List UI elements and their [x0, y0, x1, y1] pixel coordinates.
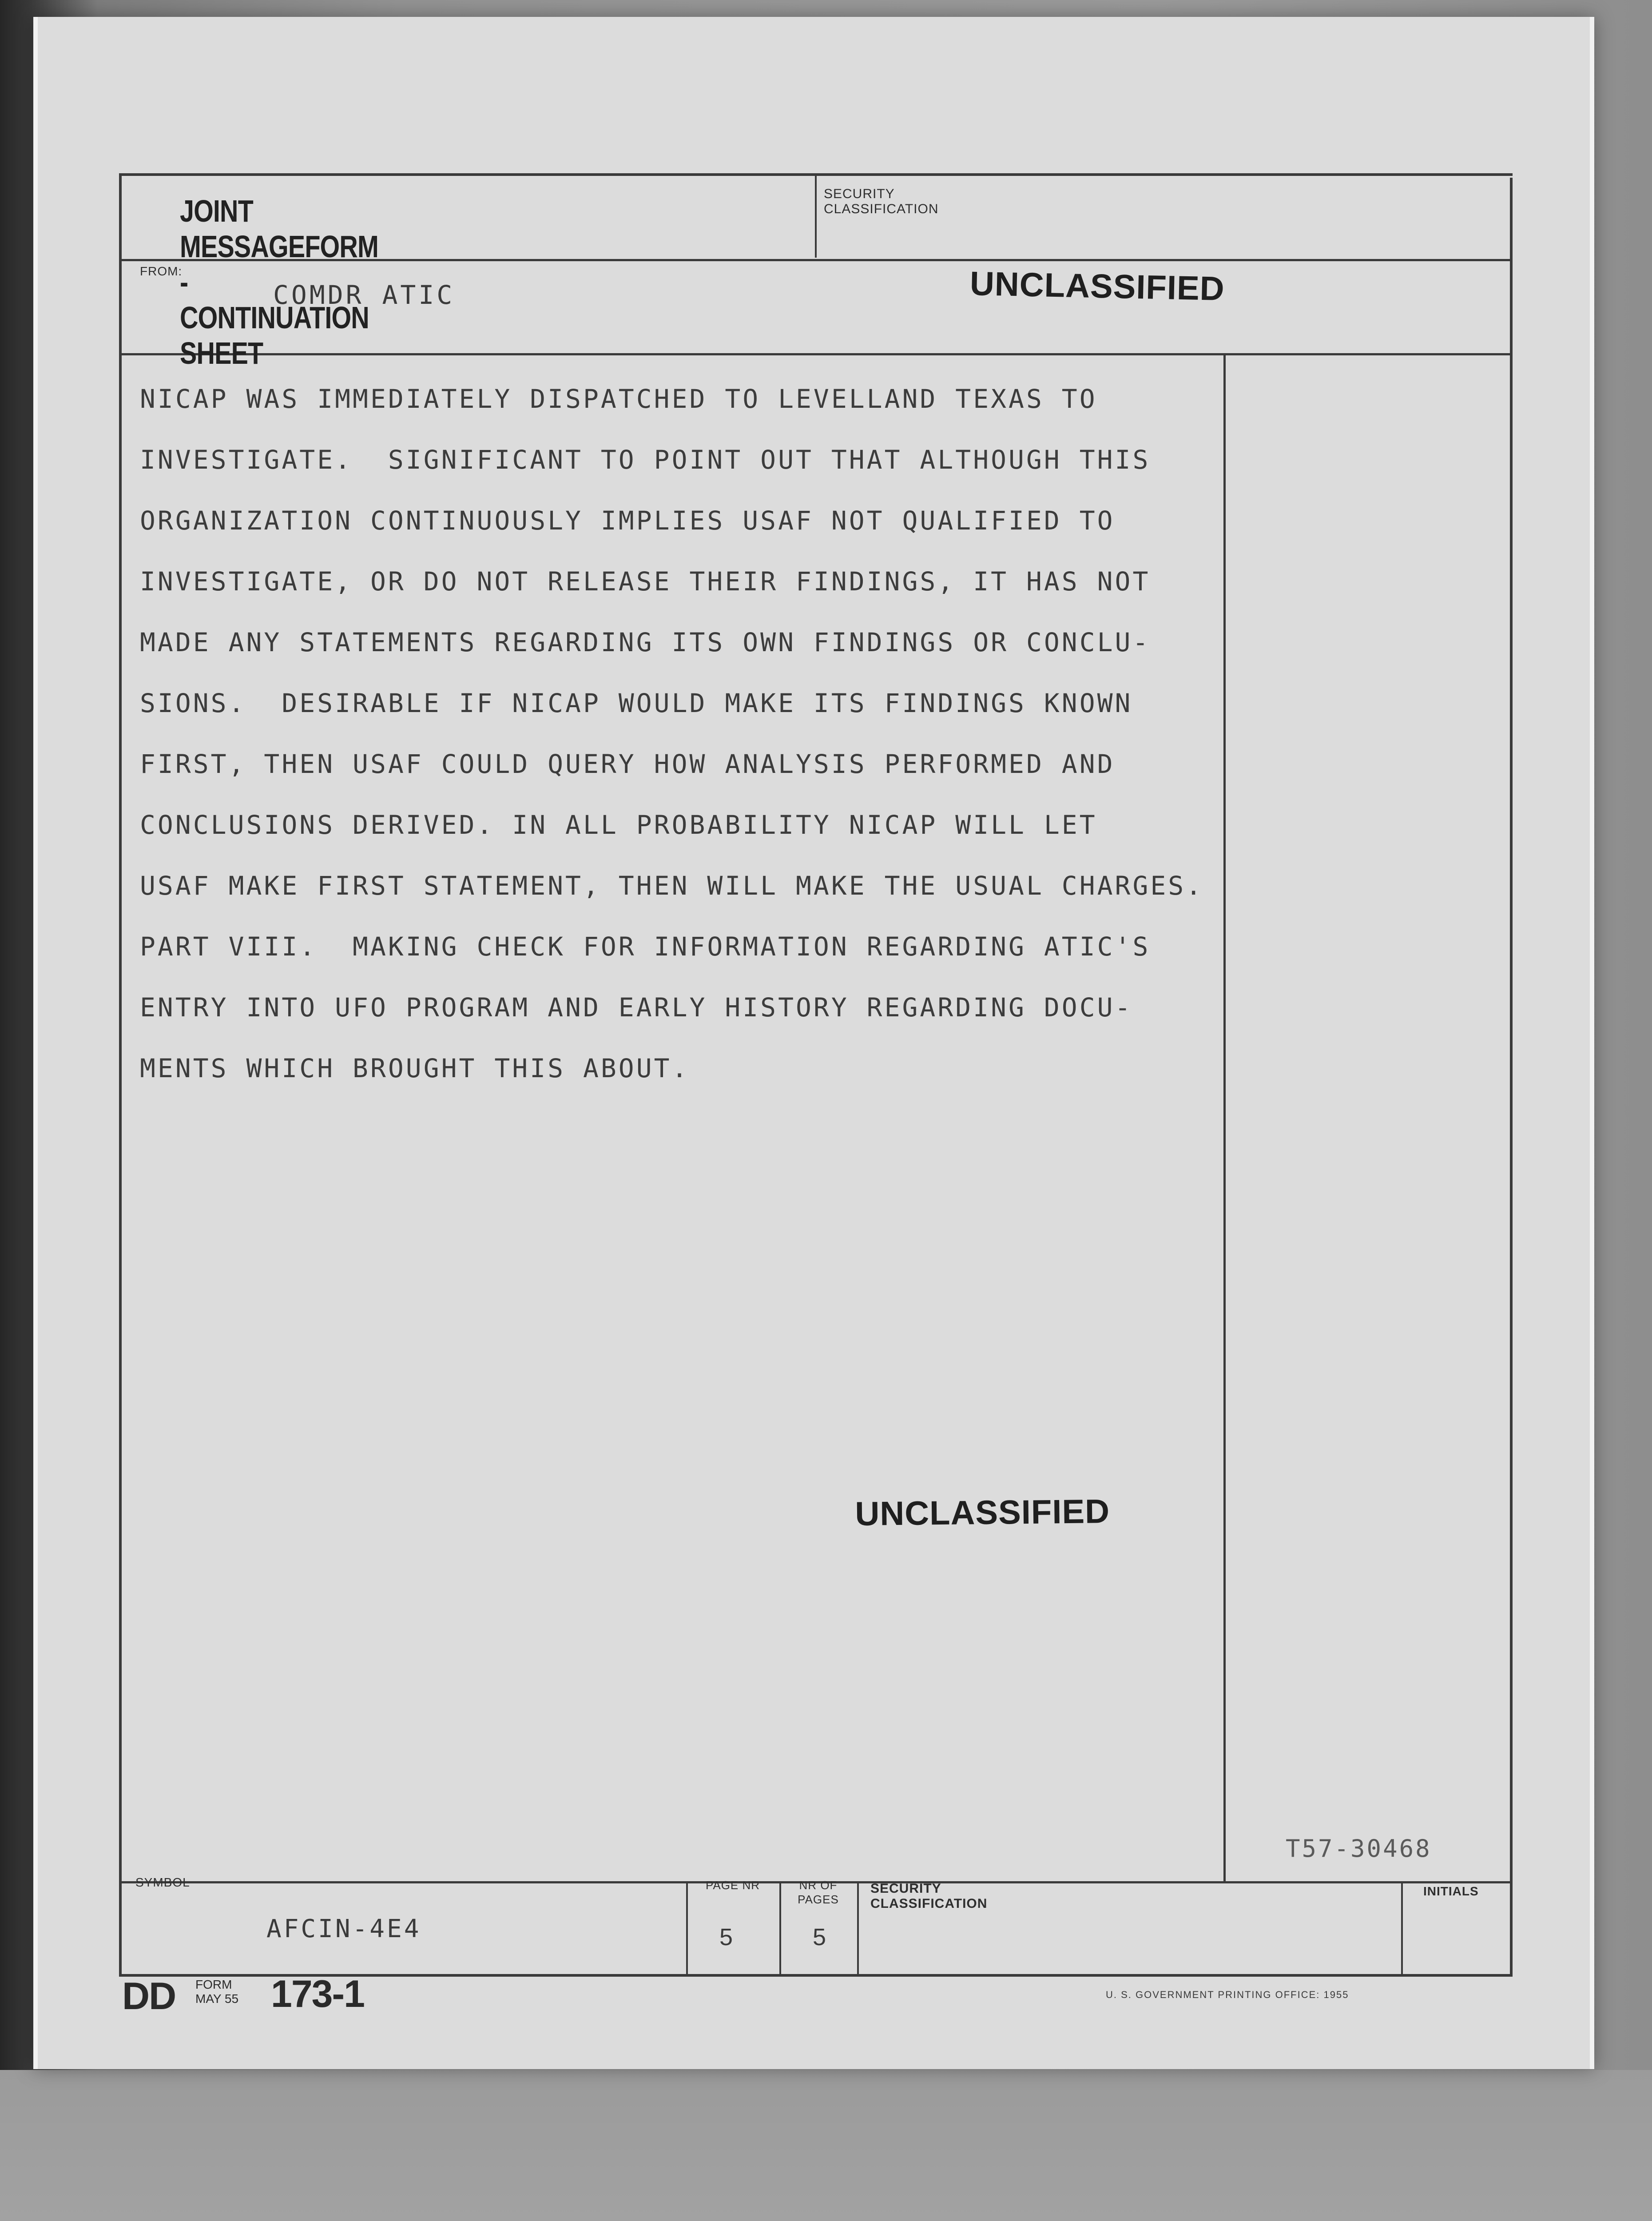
- body-line: ORGANIZATION CONTINUOUSLY IMPLIES USAF NOT QUALIFIED TO: [140, 505, 1115, 536]
- sheet-left-edge: [33, 17, 38, 2069]
- form-title: JOINT MESSAGEFORM - CONTINUATION SHEET: [180, 194, 379, 370]
- security-classification-label: SECURITY CLASSIFICATION: [824, 187, 939, 216]
- margin-column-line: [1223, 354, 1226, 1883]
- page-nr-value: 5: [719, 1924, 733, 1950]
- body-line: MADE ANY STATEMENTS REGARDING ITS OWN FINDINGS OR CONCLU-: [140, 627, 1151, 657]
- symbol-label: SYMBOL: [135, 1875, 190, 1889]
- classification-stamp-bottom: UNCLASSIFIED: [855, 1492, 1110, 1533]
- classification-stamp-top: UNCLASSIFIED: [969, 264, 1225, 308]
- sheet-right-edge: [1590, 17, 1594, 2069]
- form-date-value: MAY 55: [195, 1992, 239, 2006]
- footer-divider-2: [779, 1883, 781, 1975]
- body-line: MENTS WHICH BROUGHT THIS ABOUT.: [140, 1053, 690, 1083]
- body-line: CONCLUSIONS DERIVED. IN ALL PROBABILITY NICAP WILL LET: [140, 810, 1097, 840]
- footer-divider-4: [1401, 1883, 1403, 1975]
- printing-office-line: U. S. GOVERNMENT PRINTING OFFICE: 1955: [1106, 1989, 1349, 2000]
- body-line: ENTRY INTO UFO PROGRAM AND EARLY HISTORY REGARDING DOCU-: [140, 992, 1133, 1023]
- scan-lower-area: [0, 2070, 1652, 2221]
- initials-label: INITIALS: [1423, 1884, 1479, 1898]
- body-line: INVESTIGATE. SIGNIFICANT TO POINT OUT THAT ALTHOUGH THIS: [140, 445, 1151, 475]
- from-label: FROM:: [140, 264, 183, 278]
- nr-of-pages-value: 5: [813, 1924, 826, 1950]
- form-number: 173-1: [271, 1973, 364, 2015]
- header-divider: [815, 175, 817, 258]
- body-line: PART VIII. MAKING CHECK FOR INFORMATION REGARDING ATIC'S: [140, 931, 1151, 962]
- dd-form-logo: DD: [122, 1975, 176, 2018]
- body-line: USAF MAKE FIRST STATEMENT, THEN WILL MAKE THE USUAL CHARGES.: [140, 871, 1204, 901]
- reference-number: T57-30468: [1286, 1835, 1432, 1863]
- body-line: FIRST, THEN USAF COULD QUERY HOW ANALYSIS PERFORMED AND: [140, 749, 1115, 779]
- body-line: SIONS. DESIRABLE IF NICAP WOULD MAKE ITS FINDINGS KNOWN: [140, 688, 1133, 718]
- frame-left: [119, 173, 122, 1977]
- page-nr-label: PAGE NR: [705, 1879, 760, 1892]
- from-value: COMDR ATIC: [273, 280, 455, 310]
- form-date: [195, 1978, 258, 2006]
- footer-divider-3: [857, 1883, 859, 1975]
- symbol-value: AFCIN-4E4: [266, 1915, 421, 1943]
- message-body: [140, 369, 1203, 1099]
- footer-divider-1: [686, 1883, 688, 1975]
- form-word: FORM: [195, 1978, 232, 1991]
- body-line: INVESTIGATE, OR DO NOT RELEASE THEIR FINDINGS, IT HAS NOT: [140, 566, 1151, 597]
- body-line: NICAP WAS IMMEDIATELY DISPATCHED TO LEVELLAND TEXAS TO: [140, 384, 1097, 414]
- nr-of-pages-label: NR OF PAGES: [798, 1879, 839, 1906]
- frame-right: [1510, 178, 1513, 1977]
- footer-security-classification-label: SECURITY CLASSIFICATION: [870, 1881, 988, 1911]
